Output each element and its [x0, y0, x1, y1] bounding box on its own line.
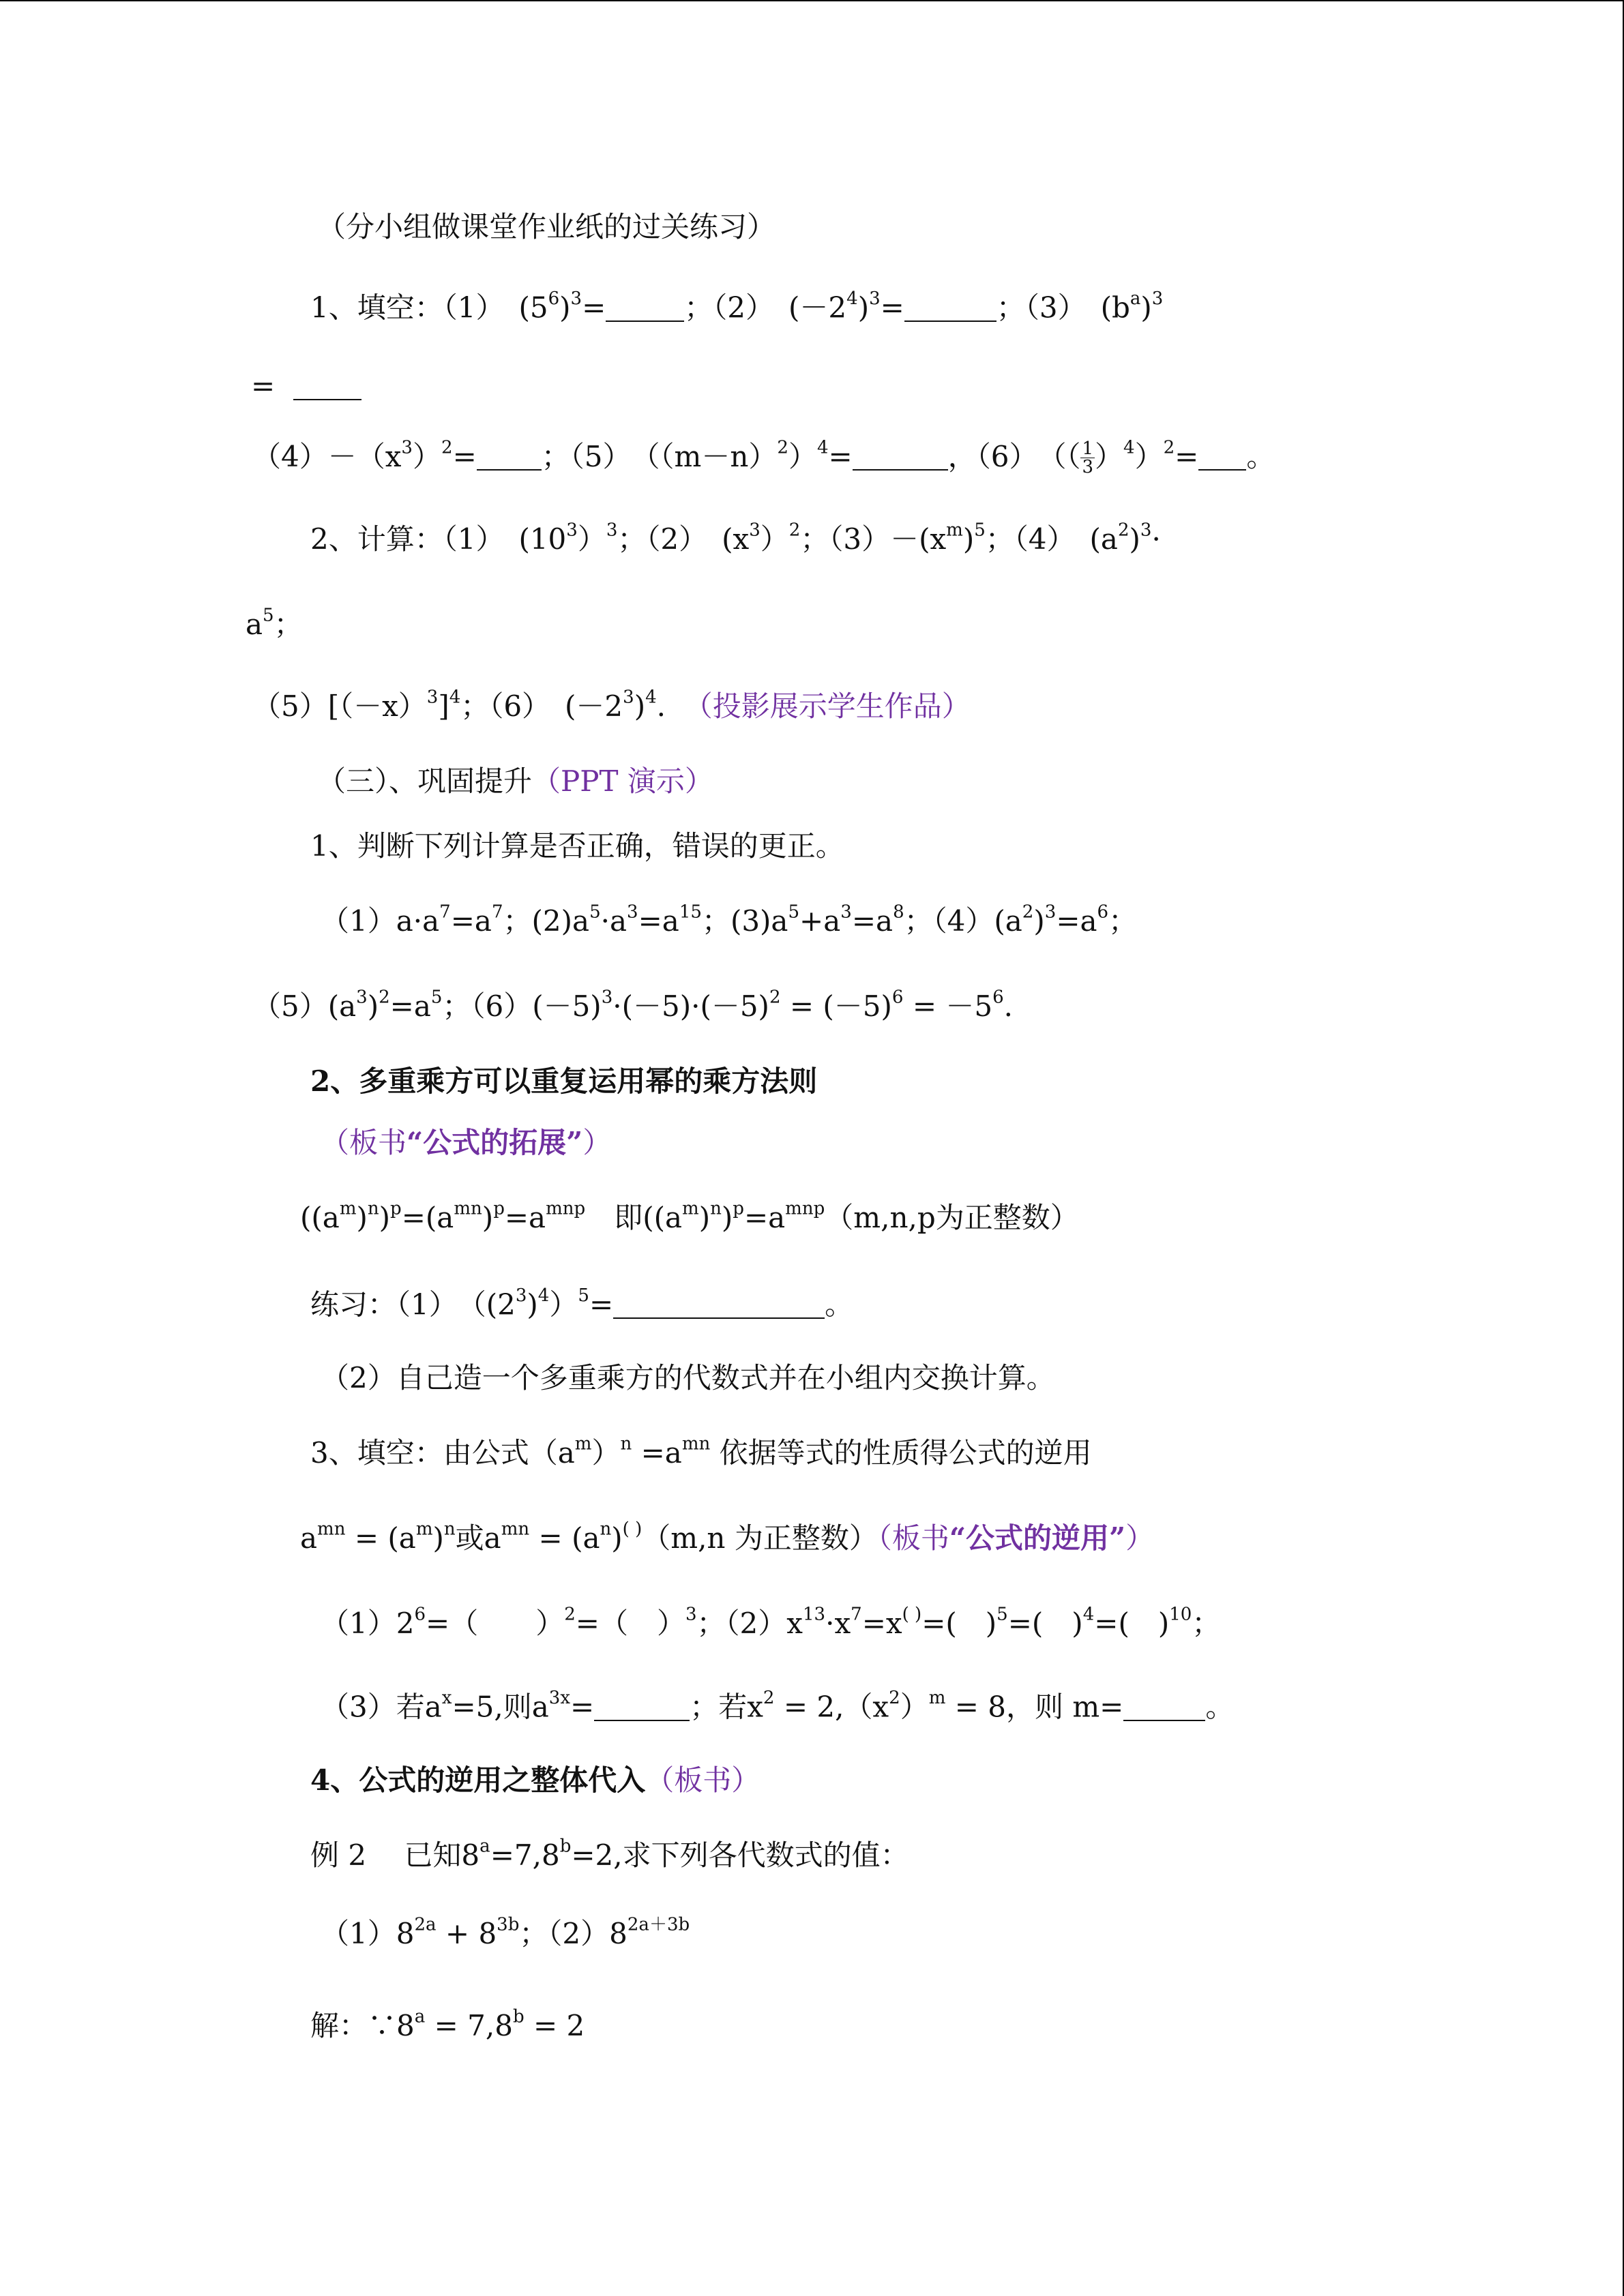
text: ） [788, 439, 817, 473]
exponent: n [443, 1519, 456, 1540]
exponent: 2 [889, 1688, 900, 1709]
create-expression-line [321, 1361, 1055, 1395]
ppt-note: （PPT 演示） [532, 764, 713, 798]
exponent: 3 [401, 437, 413, 458]
text: ；（2） (－2 [684, 290, 847, 325]
text: （1）8 [321, 1917, 415, 1950]
text: ；（3）－(x [800, 522, 947, 556]
text: 或a [455, 1521, 501, 1555]
exponent: m [415, 1519, 433, 1540]
exponent: mn [317, 1519, 346, 1540]
text: 4、公式的逆用之整体代入 [310, 1763, 646, 1797]
blackboard-inverse-note [878, 1521, 1154, 1555]
text: ) [527, 1287, 538, 1322]
text: ； [274, 608, 303, 641]
text: =a [743, 1201, 786, 1234]
text: “公式的拓展” [407, 1126, 583, 1159]
exponent: 3 [570, 288, 582, 310]
text: = [1175, 439, 1199, 473]
exponent: p [493, 1198, 505, 1219]
text: =a [632, 1436, 682, 1470]
text: =a [504, 1201, 546, 1234]
calculate-5-6-line [252, 687, 971, 723]
text: = [251, 369, 276, 403]
text: ；（4）(a [904, 904, 1022, 938]
exponent: 8 [893, 901, 904, 923]
exponent: mn [681, 1433, 711, 1455]
exponent: 6 [414, 1604, 426, 1625]
answer-blank[interactable] [293, 370, 361, 400]
exponent: p [390, 1198, 402, 1219]
exponent: 3 [606, 520, 618, 541]
exponent: n [367, 1198, 379, 1219]
text: ) [857, 290, 870, 325]
text: =2,求下列各代数式的值： [571, 1838, 909, 1872]
answer-blank[interactable] [853, 441, 948, 471]
text: （2）自己造一个多重乘方的代数式并在小组内交换计算。 [321, 1361, 1055, 1395]
exponent: 10 [1169, 1604, 1192, 1625]
text: “公式的逆用” [949, 1521, 1126, 1555]
text: =( ) [921, 1607, 997, 1640]
text: =（ ） [426, 1607, 565, 1640]
text: 1、判断下列计算是否正确，错误的更正。 [310, 829, 844, 863]
denominator: 3 [1082, 457, 1094, 478]
exponent: n [620, 1433, 632, 1455]
exponent: 6 [992, 987, 1004, 1008]
answer-blank[interactable] [606, 292, 684, 322]
text: 。 [1246, 439, 1275, 473]
exponent: b [559, 1836, 572, 1857]
text: ) [721, 1201, 733, 1234]
exponent: 4 [537, 1285, 550, 1307]
exponent: 7 [851, 1604, 862, 1625]
exponent: 3 [1140, 520, 1152, 541]
text: ； [1192, 1607, 1221, 1640]
answer-blank[interactable] [1123, 1691, 1205, 1721]
text: =( ) [1094, 1607, 1170, 1640]
text: ((a [300, 1201, 340, 1234]
inverse-fill-item-3 [321, 1688, 1235, 1724]
text: 。 [825, 1287, 854, 1322]
answer-blank[interactable] [1198, 441, 1246, 471]
exponent: 5 [996, 1604, 1008, 1625]
exponent: b [512, 2006, 525, 2027]
exponent: 3 [869, 288, 881, 310]
exponent: 15 [679, 901, 702, 923]
text: . [656, 689, 666, 723]
fill-blank-1-continued [251, 370, 361, 401]
text: ；（6）(－5) [442, 989, 602, 1023]
exponent: 2 [1163, 437, 1175, 458]
text: ；（2）x [696, 1607, 803, 1640]
exponent: 7 [439, 901, 451, 923]
text: = (－5) [780, 989, 892, 1023]
fill-blank-2-line [252, 437, 1275, 478]
judge-items-1-4 [321, 901, 1138, 938]
text: 2、多重乘方可以重复运用幂的乘方法则 [310, 1064, 818, 1098]
text: ；若x [690, 1690, 763, 1724]
text: ） [577, 522, 606, 556]
text: + 8 [436, 1917, 497, 1950]
text: =a [1056, 904, 1097, 938]
text: （三）、巩固提升 [317, 764, 533, 798]
text: = 8，则 m= [945, 1690, 1124, 1724]
text: ) [356, 1201, 368, 1234]
text: =x [861, 1607, 902, 1640]
exponent: 3x [548, 1688, 571, 1709]
text: =a [389, 989, 431, 1023]
text: +a [799, 904, 841, 938]
exponent: 3 [356, 987, 368, 1008]
text: 。 [1205, 1690, 1235, 1724]
text: =（ ） [575, 1607, 685, 1640]
text: （板书 [321, 1126, 407, 1159]
exponent: 2a [414, 1914, 437, 1935]
multi-power-rule-heading [310, 1064, 818, 1098]
text: ·(－5)·(－5) [612, 989, 769, 1023]
judge-items-5-6 [252, 987, 1014, 1023]
exponent: n [600, 1519, 612, 1540]
text: （板书 [877, 1521, 949, 1555]
exponent: 5 [788, 901, 800, 923]
exponent: 4 [816, 437, 829, 458]
text: （3）若a [321, 1690, 442, 1724]
exponent: m [682, 1198, 699, 1219]
exponent: 6 [548, 288, 560, 310]
calculate-continued [246, 605, 303, 641]
top-border [0, 0, 1624, 1]
text: ) [559, 290, 571, 325]
exponent: 6 [1097, 901, 1109, 923]
formula-inverse [300, 1519, 1155, 1555]
exponent: a [414, 2006, 426, 2027]
exponent: 2 [1117, 520, 1130, 541]
exponent: 3 [1044, 901, 1057, 923]
text: =5,则a [452, 1690, 549, 1724]
exponent: mn [501, 1519, 530, 1540]
text: ) [432, 1521, 444, 1555]
exponent: 4 [846, 288, 858, 310]
text: ) [1033, 904, 1045, 938]
exponent: 5 [974, 520, 986, 541]
text: ) [698, 1201, 711, 1234]
judge-question [310, 829, 844, 863]
text: ） [760, 522, 789, 556]
group-practice-line [317, 210, 776, 243]
text: 3、填空：由公式（a [310, 1436, 575, 1470]
exponent: 3 [685, 1604, 697, 1625]
exponent: 3 [749, 520, 761, 541]
text: （m,n 为正整数） [642, 1521, 878, 1555]
exponent: 2 [564, 1604, 576, 1625]
example-2-items [321, 1914, 690, 1950]
fraction-one-third [1080, 440, 1095, 476]
section-three-heading [317, 764, 713, 798]
text: = [570, 1690, 595, 1724]
text: = [452, 439, 477, 473]
text: =(a [401, 1201, 454, 1234]
text: 即((a [585, 1201, 683, 1234]
exponent: 3 [515, 1285, 527, 1307]
text: （分小组做课堂作业纸的过关练习） [317, 210, 776, 243]
text: 依据等式的性质得公式的逆用 [710, 1436, 1092, 1470]
exponent: 5 [578, 1285, 589, 1307]
text: =a [851, 904, 894, 938]
exponent: 2 [1022, 901, 1034, 923]
fill-blank-1-line [310, 288, 1164, 325]
text: （1）2 [321, 1607, 415, 1640]
text: 练习：（1） （(2 [310, 1287, 516, 1322]
text: = [582, 290, 606, 325]
formula-inverse-intro [310, 1433, 1092, 1470]
exponent: 3 [426, 687, 439, 708]
exponent: ( ) [902, 1604, 922, 1625]
exponent: 5 [263, 605, 274, 626]
text: · [1151, 522, 1161, 556]
text: ) [482, 1201, 494, 1234]
solution-line [310, 2006, 585, 2042]
text: = (a [529, 1521, 600, 1555]
text: ·x [825, 1607, 851, 1640]
exponent: m [574, 1433, 592, 1455]
text: = －5 [903, 989, 993, 1023]
text: ） [582, 1126, 612, 1159]
exponent: 2 [777, 437, 788, 458]
blackboard-note: （板书） [645, 1763, 761, 1797]
text: （m,n,p为正整数） [825, 1201, 1079, 1234]
text: ；（5） （（m－n） [541, 439, 778, 473]
exponent: m [946, 520, 963, 541]
text: = [880, 290, 904, 325]
text: （1）a·a [321, 904, 440, 938]
text: ；(2)a [503, 904, 590, 938]
exponent: 3 [623, 687, 634, 708]
text: ) [367, 989, 379, 1023]
text: ； [1108, 904, 1138, 938]
text: = 2,（x [774, 1690, 889, 1724]
exponent: 7 [491, 901, 503, 923]
text: （5）[（－x） [252, 689, 427, 723]
exponent: 3 [566, 520, 578, 541]
text: ，（6） （（ [947, 439, 1081, 473]
exponent: ( ) [622, 1519, 643, 1540]
exponent: a [479, 1836, 490, 1857]
text: = (a [345, 1521, 416, 1555]
text: = 2 [524, 2009, 585, 2042]
text: ；（3） (b [996, 290, 1130, 325]
text: ) [1129, 522, 1140, 556]
exponent: 5 [430, 987, 443, 1008]
exponent: 5 [589, 901, 601, 923]
exponent: mnp [785, 1198, 825, 1219]
exponent: 4 [1082, 1604, 1095, 1625]
exponent: 4 [449, 687, 461, 708]
text: （4）－（x [252, 439, 402, 473]
text: ) [611, 1521, 623, 1555]
text: . [1003, 989, 1014, 1023]
exponent: 4 [1123, 437, 1135, 458]
text: 2、计算：（1） (10 [310, 522, 567, 556]
text: a [246, 608, 263, 641]
exponent: 3b [497, 1914, 520, 1935]
text: 例 2 已知8 [310, 1838, 480, 1872]
text: ) [634, 689, 646, 723]
text: ） [549, 1287, 578, 1322]
text: ；（2） (x [617, 522, 750, 556]
answer-blank[interactable] [477, 441, 542, 471]
exponent: m [339, 1198, 357, 1219]
exponent: p [733, 1198, 744, 1219]
text: ） [591, 1436, 621, 1470]
projection-note: （投影展示学生作品） [683, 689, 971, 723]
calculate-line [310, 520, 1161, 556]
exponent: m [928, 1688, 946, 1709]
numerator: 1 [1082, 438, 1094, 459]
text: =a [638, 904, 679, 938]
exponent: 2a＋3b [627, 1914, 690, 1935]
answer-blank[interactable] [613, 1289, 825, 1319]
exponent: 3 [1151, 288, 1164, 310]
text: = 7,8 [425, 2009, 513, 2042]
text: ） [1095, 439, 1124, 473]
exponent: n [710, 1198, 722, 1219]
exponent: 6 [891, 987, 904, 1008]
text: ；（6） (－2 [460, 689, 623, 723]
exponent: a [1130, 288, 1141, 310]
text: ） [900, 1690, 929, 1724]
example-2-line [310, 1836, 909, 1872]
text: =a [450, 904, 492, 938]
text: a [300, 1521, 318, 1555]
exponent: 3 [840, 901, 852, 923]
text: ) [379, 1201, 391, 1234]
inverse-fill-items [321, 1604, 1221, 1640]
text: ） [1125, 1521, 1155, 1555]
text: ] [438, 689, 449, 723]
exponent: 2 [379, 987, 390, 1008]
text: = [828, 439, 853, 473]
exponent: 2 [763, 1688, 775, 1709]
text: ·a [600, 904, 628, 938]
exponent: 13 [802, 1604, 826, 1625]
exponent: 2 [788, 520, 801, 541]
text: ) [962, 522, 975, 556]
answer-blank[interactable] [594, 1691, 690, 1721]
practice-line [310, 1285, 854, 1322]
text: = [589, 1287, 614, 1322]
text: ；（2）8 [519, 1917, 628, 1950]
text: （5）(a [252, 989, 357, 1023]
text: ） [1134, 439, 1164, 473]
text: 1、填空：（1） (5 [310, 290, 548, 325]
answer-blank[interactable] [904, 292, 996, 322]
text: =7,8 [490, 1838, 560, 1872]
exponent: mn [454, 1198, 482, 1219]
exponent: 4 [645, 687, 657, 708]
blackboard-extension-note [321, 1126, 612, 1159]
exponent: 3 [627, 901, 638, 923]
exponent: 2 [769, 987, 781, 1008]
text: =( ) [1007, 1607, 1083, 1640]
text: ；(3)a [701, 904, 788, 938]
exponent: 2 [441, 437, 453, 458]
text: 解：∵8 [310, 2009, 415, 2042]
exponent: mnp [546, 1198, 586, 1219]
text: ) [1140, 290, 1152, 325]
text: ；（4） (a [985, 522, 1118, 556]
multi-power-formula [300, 1198, 1079, 1234]
exponent: 3 [601, 987, 613, 1008]
exponent: x [441, 1688, 452, 1709]
inverse-substitution-heading [310, 1763, 761, 1797]
text: ） [412, 439, 441, 473]
